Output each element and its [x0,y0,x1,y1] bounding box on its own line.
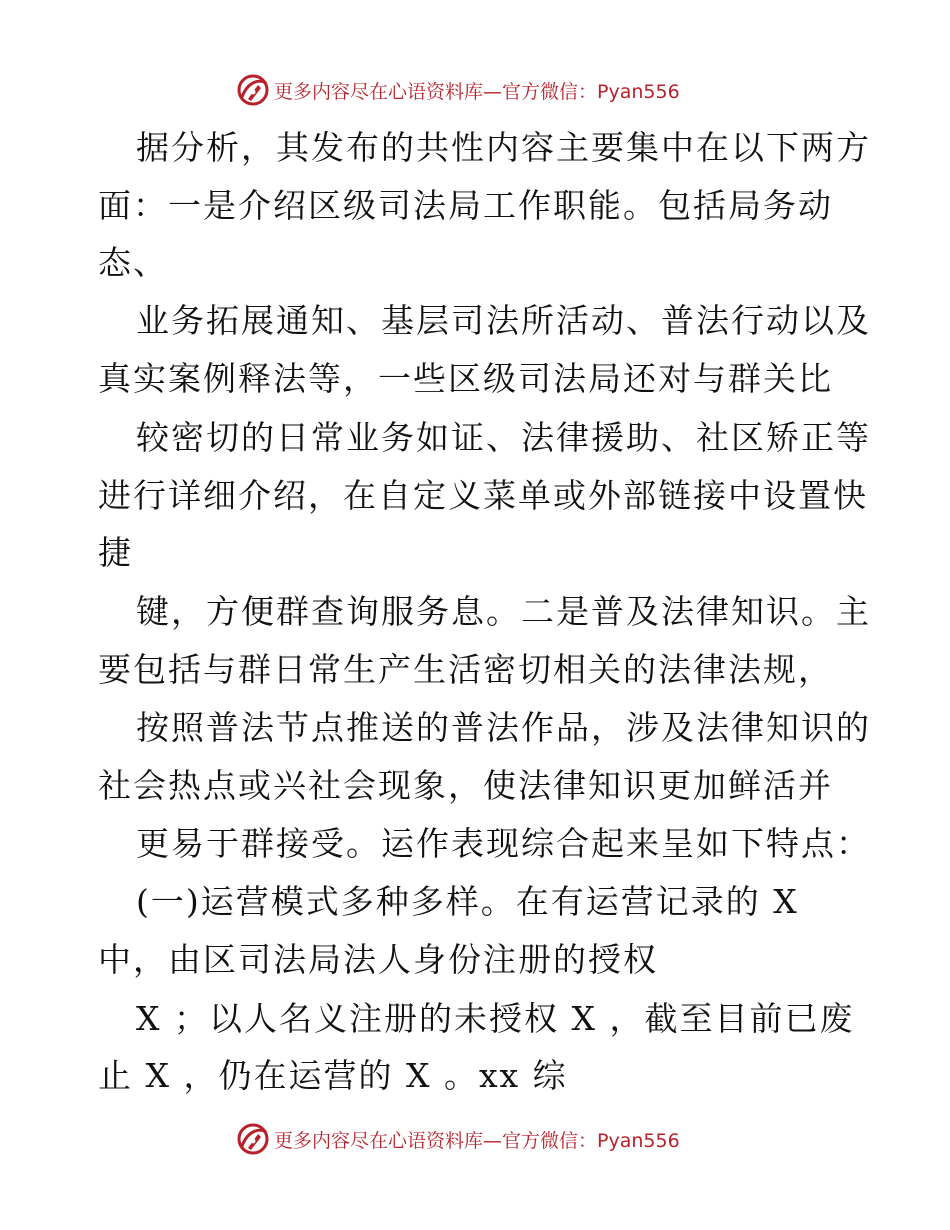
body-line: 态、 [98,243,168,282]
watermark-separator: — [483,80,503,103]
watermark-text [274,1126,680,1153]
footer-watermark [236,1121,680,1157]
watermark-wechat-label: 官方微信： [502,1129,598,1152]
brand-logo-icon [236,1122,270,1156]
body-line: 捷 [98,533,133,572]
watermark-library: 更多内容尽在心语资料库 [274,1129,484,1152]
body-line: 真实案例释法等，一些区级司法局还对与群关比 [98,359,833,398]
header-watermark [236,72,680,108]
body-line: 键，方便群查询服务息。二是普及法律知识。主 [136,592,871,631]
watermark-library: 更多内容尽在心语资料库 [274,80,484,103]
body-line: 止 X ，仍在运营的 X 。xx 综 [98,1056,568,1095]
body-line: 面：一是介绍区级司法局工作职能。包括局务动 [98,186,833,225]
watermark-wechat-id: Pyan556 [597,1129,680,1152]
body-line: 据分析，其发布的共性内容主要集中在以下两方 [136,128,871,167]
body-line: 更易于群接受。运作表现综合起来呈如下特点： [136,824,871,863]
body-line: 社会热点或兴社会现象，使法律知识更加鲜活并 [98,766,833,805]
watermark-separator: — [483,1129,503,1152]
body-line: 中，由区司法局法人身份注册的授权 [98,940,658,979]
watermark-wechat-label: 官方微信： [502,80,598,103]
body-line: (一)运营模式多种多样。在有运营记录的 X [136,882,799,921]
body-line: 业务拓展通知、基层司法所活动、普法行动以及 [136,301,871,340]
body-line: 按照普法节点推送的普法作品，涉及法律知识的 [136,708,871,747]
watermark-text [274,77,680,104]
brand-logo-icon [236,73,270,107]
watermark-wechat-id: Pyan556 [597,80,680,103]
body-line: 进行详细介绍，在自定义菜单或外部链接中设置快 [98,476,868,515]
body-line: 较密切的日常业务如证、法律援助、社区矫正等 [136,418,871,457]
body-line: 要包括与群日常生产生活密切相关的法律法规， [98,650,833,689]
body-line: X ；以人名义注册的未授权 X ，截至目前已废 [136,999,855,1038]
